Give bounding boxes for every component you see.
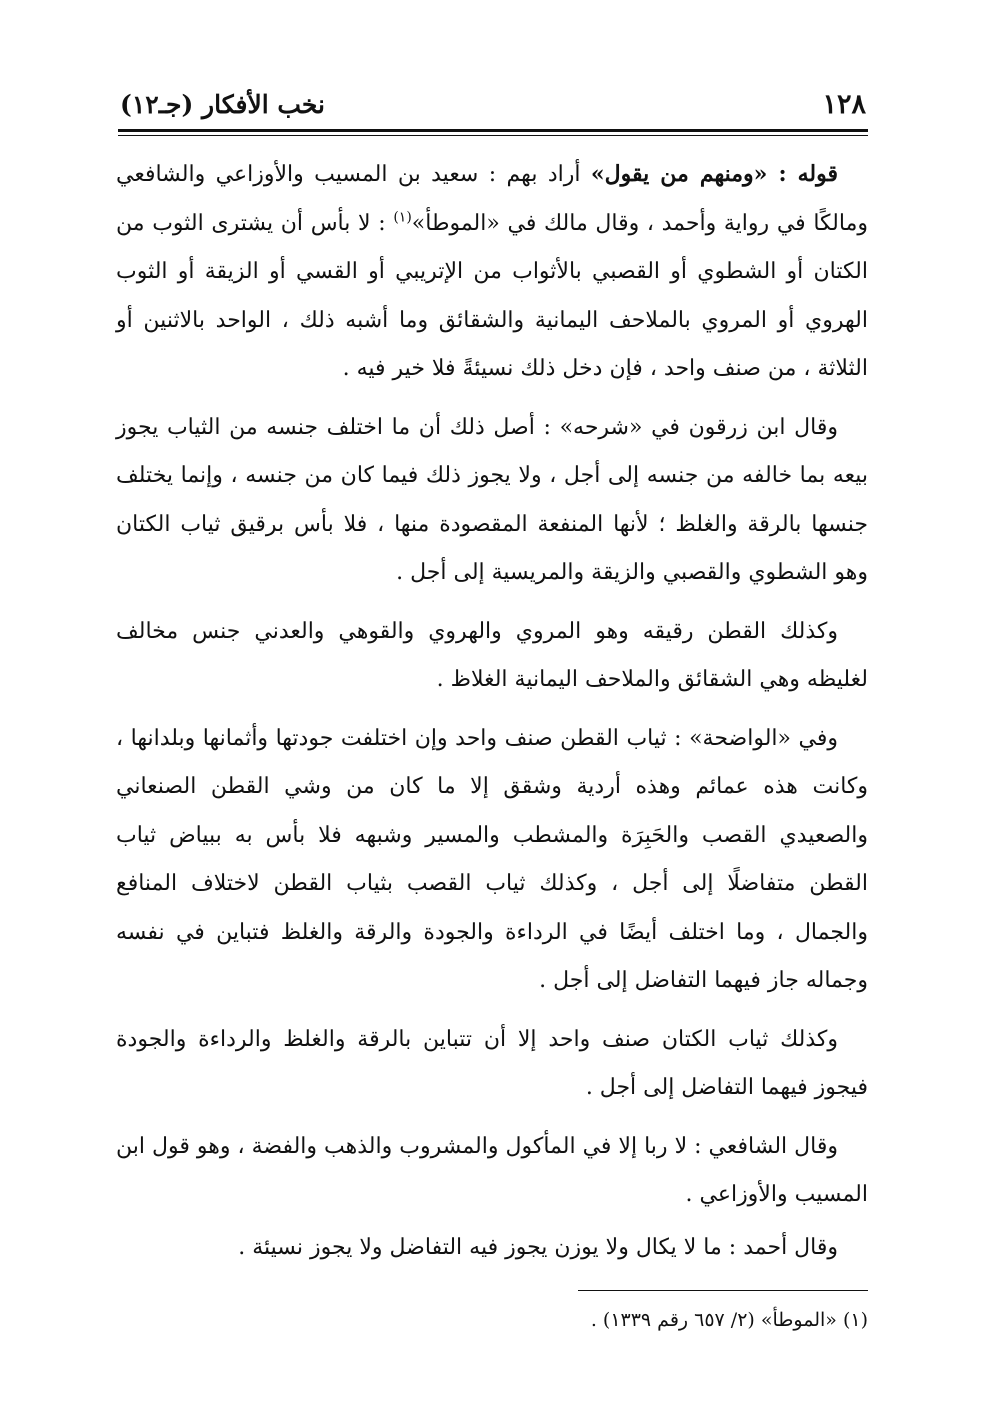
footnote: (١) «الموطأ» (٢/ ٦٥٧ رقم ١٣٣٩) . xyxy=(590,1309,868,1331)
header-rule-thin xyxy=(118,135,868,136)
page-header xyxy=(120,84,866,124)
paragraph-1-text-a: أراد بهم : سعيد بن المسيب والأوزاعي والشافعي ومالكًا في رواية وأحمد ، وقال مالك في «الموطأ» xyxy=(116,162,868,236)
quoted-lemma: قوله : «ومنهم من يقول» xyxy=(590,161,838,187)
paragraph-7: وقال أحمد : ما لا يكال ولا يوزن يجوز فيه التفاضل ولا يجوز نسيئة . xyxy=(238,1234,838,1260)
running-title: نخب الأفكار (جـ١٢) xyxy=(120,89,326,119)
paragraph-1 xyxy=(116,150,868,394)
paragraph-2: وقال ابن زرقون في «شرحه» : أصل ذلك أن ما اختلف جنسه من الثياب يجوز بيعه بما خالفه من جنسه إلى أجل ، ولا يجوز ذلك فيما كان من جنسه ، وإنما يختلف جنسها بالرقة والغلظ ؛ لأنها المنفعة المقصودة منها ، فلا بأس برقيق ثياب الكتان وهو الشطوي والقصبي والزيقة والمريسية إلى أجل . xyxy=(116,414,868,585)
paragraph-1-text-b: : لا بأس أن يشترى الثوب من الكتان أو الشطوي أو القصبي بالأثواب من الإتريبي أو القسي أو الزيقة أو الثوب الهروي أو المروي بالملاحف اليمانية والشقائق وما أشبه ذلك ، الواحد بالاثنين أو الثلاثة ، من صنف واحد ، فإن دخل ذلك نسيئةً فلا خير فيه . xyxy=(116,210,868,381)
paragraph-5: وكذلك ثياب الكتان صنف واحد إلا أن تتباين بالرقة والغلظ والرداءة والجودة فيجوز فيهما التفاضل إلى أجل . xyxy=(116,1026,868,1100)
page-number: ١٢٨ xyxy=(822,88,866,120)
paragraph-3: وكذلك القطن رقيقه وهو المروي والهروي والقوهي والعدني جنس مخالف لغليظه وهي الشقائق والملاحف اليمانية الغلاظ . xyxy=(116,618,868,692)
footnote-rule xyxy=(578,1290,868,1291)
paragraph-4: وفي «الواضحة» : ثياب القطن صنف واحد وإن اختلفت جودتها وأثمانها وبلدانها ، وكانت هذه عمائم وهذه أردية وشقق إلا ما كان من وشي القطن الصنعاني والصعيدي القصب والحَبِرَة والمشطب والمسير وشبهه فلا بأس به ببياض ثياب القطن متفاضلًا إلى أجل ، وكذلك ثياب القصب بثياب القطن لاختلاف المنافع والجمال ، وما اختلف أيضًا في الرداءة والجودة والرقة والغلظ فتباين في نفسه وجماله جاز فيهما التفاضل إلى أجل . xyxy=(116,725,868,993)
footnote-reference: (١) xyxy=(393,209,412,226)
main-text xyxy=(116,150,868,1282)
paragraph-6: وقال الشافعي : لا ربا إلا في المأكول والمشروب والذهب والفضة ، وهو قول ابن المسيب والأوزاعي . xyxy=(116,1133,868,1207)
header-rule-thick xyxy=(118,129,868,132)
